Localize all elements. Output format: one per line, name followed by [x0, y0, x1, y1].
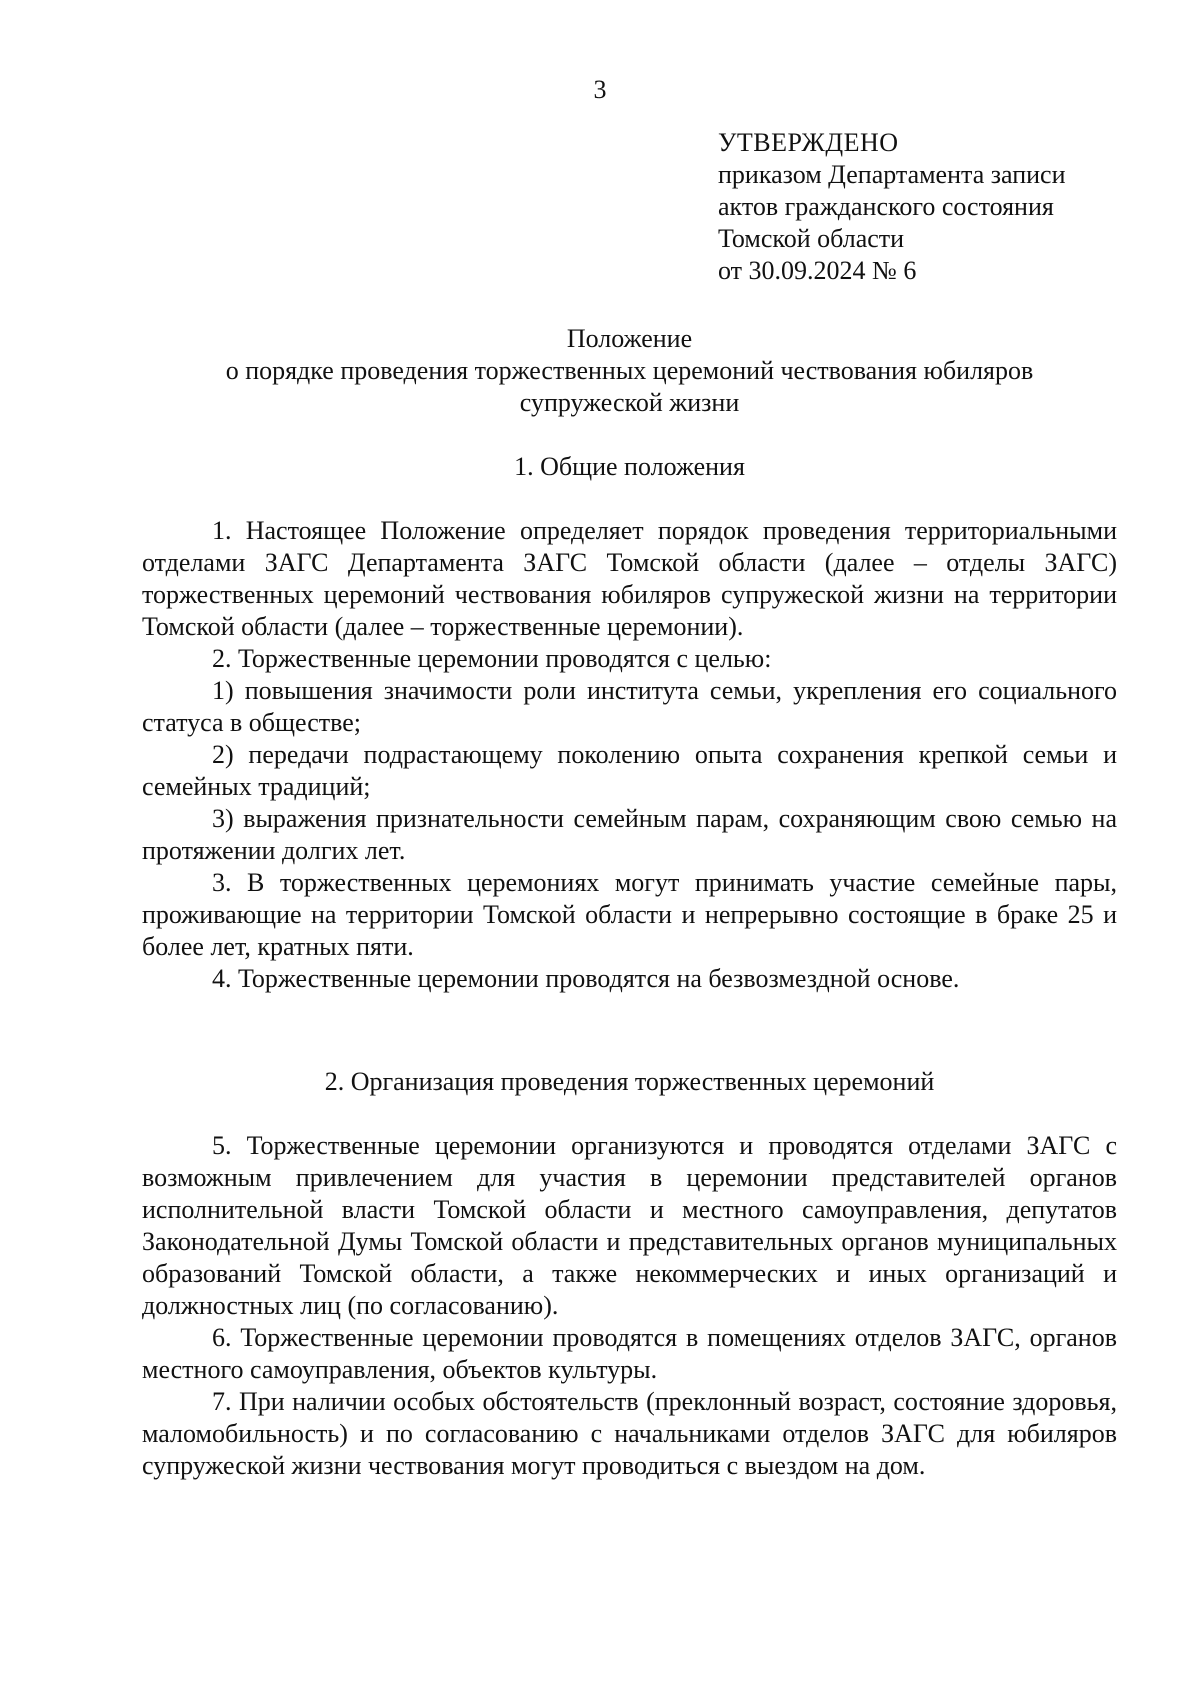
- document-title-line: о порядке проведения торжественных церемоний чествования юбиляров: [225, 356, 1034, 385]
- approval-line: приказом Департамента записи: [718, 160, 1066, 189]
- paragraph: 4. Торжественные церемонии проводятся на безвозмездной основе.: [212, 964, 960, 993]
- approval-line: Томской области: [718, 224, 905, 253]
- document-title-line: Положение: [566, 324, 693, 353]
- approval-stamp-block: [718, 127, 1158, 287]
- paragraph: 6. Торжественные церемонии проводятся в помещениях отделов ЗАГС, органов местного самоуправления, объектов культуры.: [142, 1323, 1117, 1384]
- paragraph: 2) передачи подрастающему поколению опыта сохранения крепкой семьи и семейных традиций;: [142, 740, 1117, 801]
- document-title-line: супружеской жизни: [519, 388, 740, 417]
- paragraph: 1. Настоящее Положение определяет порядок проведения территориальными отделами ЗАГС Департамента ЗАГС Томской области (далее – отделы ЗАГС) торжественных церемоний чествования юбиляров супружеской жизни на территории Томской области (далее – торжественные церемонии).: [142, 516, 1117, 641]
- approval-title: УТВЕРЖДЕНО: [718, 128, 899, 157]
- section-body-organization: [142, 1130, 1117, 1482]
- section-body-general: [142, 515, 1117, 995]
- paragraph: 3. В торжественных церемониях могут принимать участие семейные пары, проживающие на территории Томской области и непрерывно состоящие в браке 25 и более лет, кратных пяти.: [142, 868, 1117, 961]
- paragraph: 7. При наличии особых обстоятельств (преклонный возраст, состояние здоровья, маломобильность) и по согласованию с начальниками отделов ЗАГС для юбиляров супружеской жизни чествования могут проводиться с выездом на дом.: [142, 1387, 1117, 1480]
- paragraph: 5. Торжественные церемонии организуются и проводятся отделами ЗАГС с возможным привлечением для участия в церемонии представителей органов исполнительной власти Томской области и местного самоуправления, депутатов Законодательной Думы Томской области и представительных органов муниципальных образований Томской области, а также некоммерческих и иных организаций и должностных лиц (по согласованию).: [142, 1131, 1117, 1320]
- section-heading-organization: 2. Организация проведения торжественных церемоний: [324, 1067, 935, 1096]
- approval-date-number: от 30.09.2024 № 6: [718, 256, 917, 285]
- page-number: 3: [593, 75, 607, 104]
- document-title: [142, 323, 1117, 419]
- section-heading-general: 1. Общие положения: [514, 452, 745, 481]
- paragraph: 2. Торжественные церемонии проводятся с целью:: [212, 644, 772, 673]
- approval-line: актов гражданского состояния: [718, 192, 1054, 221]
- paragraph: 3) выражения признательности семейным парам, сохраняющим свою семью на протяжении долгих лет.: [142, 804, 1117, 865]
- paragraph: 1) повышения значимости роли института семьи, укрепления его социального статуса в обществе;: [142, 676, 1117, 737]
